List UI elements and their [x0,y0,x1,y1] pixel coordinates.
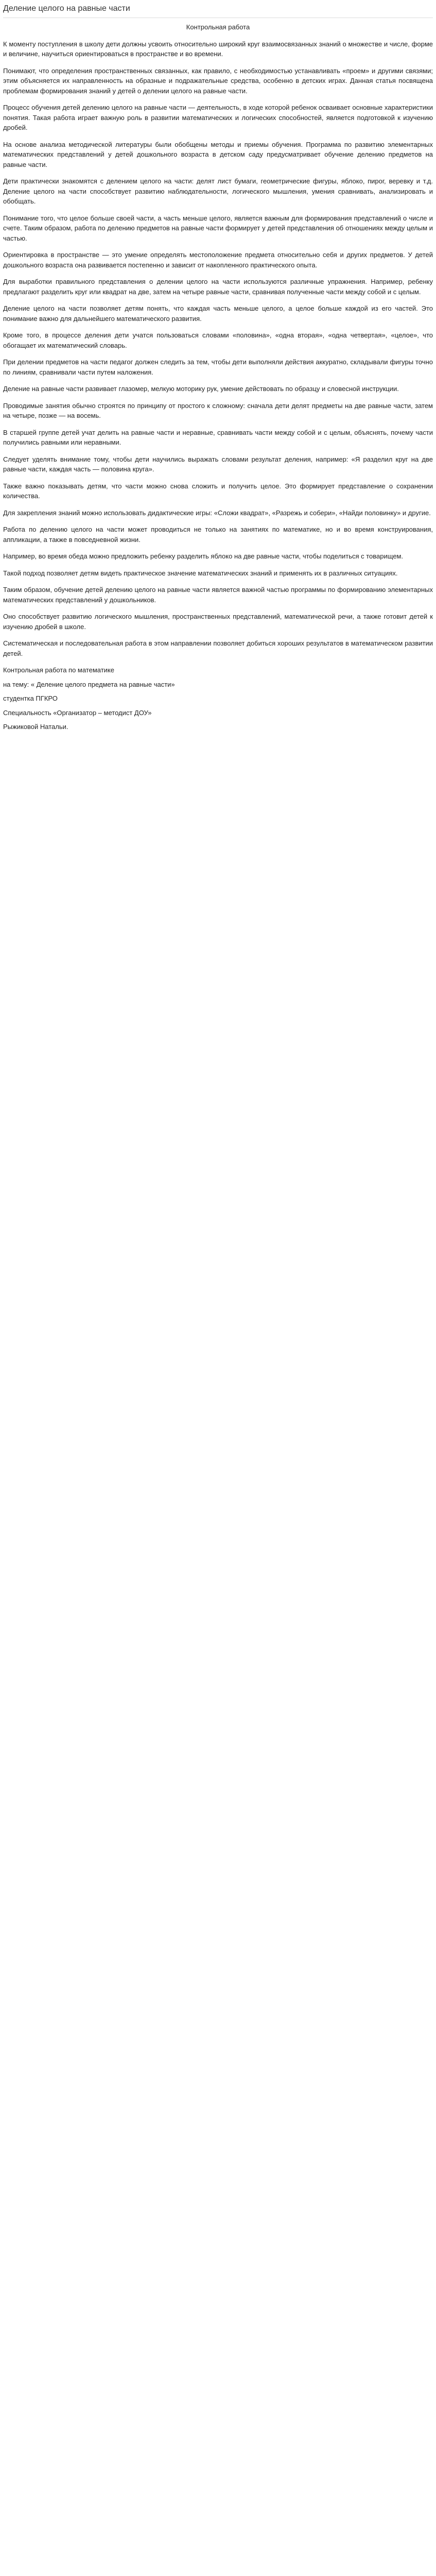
paragraph: Понимают, что определения пространственных связанных, как правило, с необходимостью устанавливать «проем» и другими связями; этим объясняется их направленность на образные и подражательные средства, особенно в детских играх. Данная статья посвящена проблемам формирования знаний у детей о делении целого на равные части. [3,66,433,95]
paragraph: Деление на равные части развивает глазомер, мелкую моторику рук, умение действовать по образцу и словесной инструкции. [3,385,399,393]
paragraph: Например, во время обеда можно предложить ребенку разделить яблоко на две равные части, чтобы поделиться с товарищем. [3,552,404,560]
paragraph: Также важно показывать детям, что части можно снова сложить и получить целое. Это формирует представление о сохранении количества. [3,482,433,500]
page-title: Деление целого на равные части [3,4,130,13]
document-meta [3,665,433,732]
meta-line: Рыжиковой Натальи. [3,723,68,731]
meta-line: Специальность «Организатор – методист ДОУ» [3,708,152,717]
paragraph: Следует уделять внимание тому, чтобы дети научились выражать словами результат деления, например: «Я разделил круг на две равные части, каждая часть — половина круга». [3,455,433,473]
article-body [0,18,436,732]
page-header [0,0,436,18]
paragraph: К моменту поступления в школу дети должны усвоить относительно широкий круг взаимосвязанных знаний о множестве и числе, форме и величине, научиться ориентироваться в пространстве и во времени. [3,40,433,58]
paragraph: Кроме того, в процессе деления дети учатся пользоваться словами «половина», «одна вторая», «одна четвертая», «целое», что обогащает их математический словарь. [3,331,433,349]
paragraph: Работа по делению целого на части может проводиться не только на занятиях по математике, но и во время конструирования, аппликации, а также в повседневной жизни. [3,526,433,544]
paragraph: Таким образом, обучение детей делению целого на равные части является важной частью программы по формированию элементарных математических представлений у дошкольников. [3,586,433,604]
paragraph: Деление целого на части позволяет детям понять, что каждая часть меньше целого, а целое больше каждой из его частей. Это понимание важно для дальнейшего математического развития. [3,304,433,323]
paragraph: На основе анализа методической литературы были обобщены методы и приемы обучения. Программа по развитию элементарных математических представлений у детей дошкольного возраста в детском саду предусматривает обучение делению предметов на равные части. [3,140,433,168]
meta-line: студентка ПГКРО [3,694,58,702]
paragraph: Дети практически знакомятся с делением целого на части: делят лист бумаги, геометрические фигуры, яблоко, пирог, веревку и т.д. Деление целого на части способствует развитию наблюдательности, логического мышления, умения сравнивать, анализировать и обобщать. [3,177,433,205]
meta-line: Контрольная работа по математике [3,666,114,674]
paragraph: Понимание того, что целое больше своей части, а часть меньше целого, является важным для формирования представлений о числе и счете. Таким образом, работа по делению предметов на равные части формирует у детей представления об отношениях между целым и частью. [3,214,433,242]
paragraph: Проводимые занятия обычно строятся по принципу от простого к сложному: сначала дети делят предметы на две равные части, затем на четыре, позже — на восемь. [3,401,433,419]
paragraph: Для выработки правильного представления о делении целого на части используются различные упражнения. Например, ребенку предлагают разделить круг или квадрат на две, затем на четыре равные части, сравнивая полученные части между собой и с целым. [3,278,433,296]
paragraph: Такой подход позволяет детям видеть практическое значение математических знаний и применять их в различных ситуациях. [3,569,398,577]
paragraph: В старшей группе детей учат делить на равные части и неравные, сравнивать части между собой и с целым, объяснять, почему части получились равными или неравными. [3,428,433,446]
paragraph: Для закрепления знаний можно использовать дидактические игры: «Сложи квадрат», «Разрежь и собери», «Найди половинку» и другие. [3,509,431,517]
paragraph: Процесс обучения детей делению целого на равные части — деятельность, в ходе которой ребенок осваивает основные характеристики понятия. Такая работа играет важную роль в развитии математических и логических способностей, является подготовкой к изучению дробей. [3,104,433,131]
paragraph: Систематическая и последовательная работа в этом направлении позволяет добиться хороших результатов в математическом развитии детей. [3,639,433,657]
section-title: Контрольная работа [186,23,250,31]
meta-line: на тему: « Деление целого предмета на равные части» [3,680,175,688]
paragraph: Оно способствует развитию логического мышления, пространственных представлений, математической речи, а также готовит детей к изучению дробей в школе. [3,613,433,631]
paragraph: При делении предметов на части педагог должен следить за тем, чтобы дети выполняли действия аккуратно, складывали фигуры точно по линиям, сравнивали части путем наложения. [3,358,433,376]
paragraph: Ориентировка в пространстве — это умение определять местоположение предмета относительно себя и других предметов. У детей дошкольного возраста она развивается постепенно и зависит от накопленного практического опыта. [3,251,433,269]
